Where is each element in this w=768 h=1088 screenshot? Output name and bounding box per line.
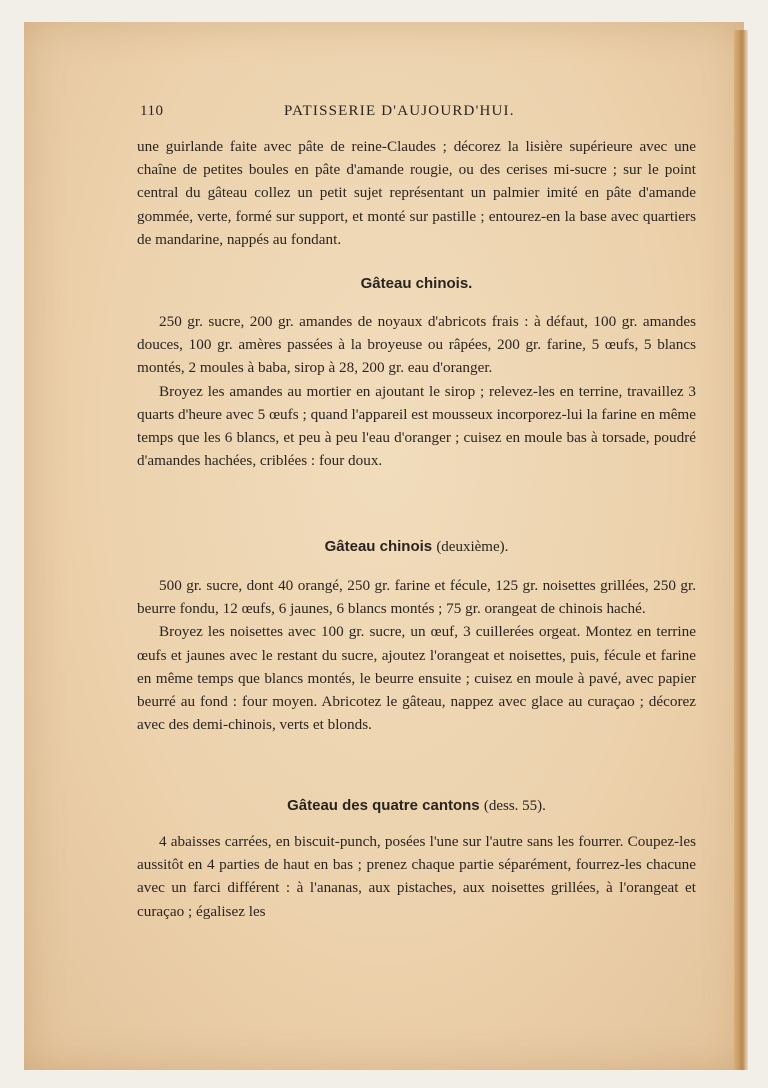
paragraph: une guirlande faite avec pâte de reine-Claudes ; décorez la lisière supérieure avec une chaîne de petites boules en pâte d'amande rougie, ou des cerises mi-sucre ; sur le point central du gâteau collez un petit sujet représentant un palmier imité en pâte d'amande gommée, verte, formé sur support, et monté sur pastille ; entourez-en la base avec quartiers de mandarine, nappés au fondant.: [137, 138, 696, 248]
page-number: 110: [140, 103, 164, 119]
section-title: Gâteau chinois.: [360, 275, 473, 292]
section-body-gateau-chinois: [137, 310, 696, 472]
method-paragraph: Broyez les noisettes avec 100 gr. sucre, un œuf, 3 cuillerées orgeat. Montez en terrine œufs et jaunes avec le restant du sucre, ajoutez l'orangeat et noisettes, puis, fécule et farine en même temps que blancs montés, le beurre ensuite ; cuisez en moule à pavé, avec papier beurré au fond : four moyen. Abricotez le gâteau, nappez avec glace au curaçao ; décorez avec des demi-chinois, verts et blonds.: [137, 623, 696, 734]
section-title-gateau-chinois-deuxieme: [137, 538, 696, 556]
section-subtitle: (deuxième).: [436, 539, 509, 555]
continuation-paragraph: [137, 135, 696, 251]
section-title-gateau-chinois: [137, 275, 696, 292]
ingredients-paragraph: 250 gr. sucre, 200 gr. amandes de noyaux d'abricots frais : à défaut, 100 gr. amandes douces, 100 gr. amères passées à la broyeuse ou râpées, 200 gr. farine, 5 œufs, 5 blancs montés, 2 moules à baba, sirop à 28, 200 gr. eau d'oranger.: [137, 313, 696, 377]
running-title: PATISSERIE D'AUJOURD'HUI.: [284, 103, 515, 119]
section-title: Gâteau chinois: [324, 538, 433, 555]
section-subtitle: (dess. 55).: [483, 798, 546, 814]
section-title: Gâteau des quatre cantons: [287, 797, 480, 814]
book-spine-edge: [734, 30, 748, 1070]
section-body-quatre-cantons: [137, 830, 696, 923]
ingredients-paragraph: 500 gr. sucre, dont 40 orangé, 250 gr. farine et fécule, 125 gr. noisettes grillées, 250 gr. beurre fondu, 12 œufs, 6 jaunes, 6 blancs montés ; 75 gr. orangeat de chinois haché.: [137, 577, 696, 618]
method-paragraph: Broyez les amandes au mortier en ajoutant le sirop ; relevez-les en terrine, travaillez 3 quarts d'heure avec 5 œufs ; quand l'appareil est mousseux incorporez-lui la farine en même temps que les 6 blancs, et peu à peu l'eau d'oranger ; cuisez en moule bas à torsade, poudré d'amandes hachées, criblées : four doux.: [137, 382, 696, 470]
section-body-gateau-chinois-deuxieme: [137, 574, 696, 736]
method-paragraph: 4 abaisses carrées, en biscuit-punch, posées l'une sur l'autre sans les fourrer. Coupez-les aussitôt en 4 parties de haut en bas ; prenez chaque partie séparément, fourrez-les chacune avec un farci différent : à l'ananas, aux pistaches, aux noisettes grillées, à l'orangeat et curaçao ; égalisez les: [137, 833, 696, 920]
running-header: [140, 103, 700, 125]
section-title-quatre-cantons: [137, 797, 696, 815]
